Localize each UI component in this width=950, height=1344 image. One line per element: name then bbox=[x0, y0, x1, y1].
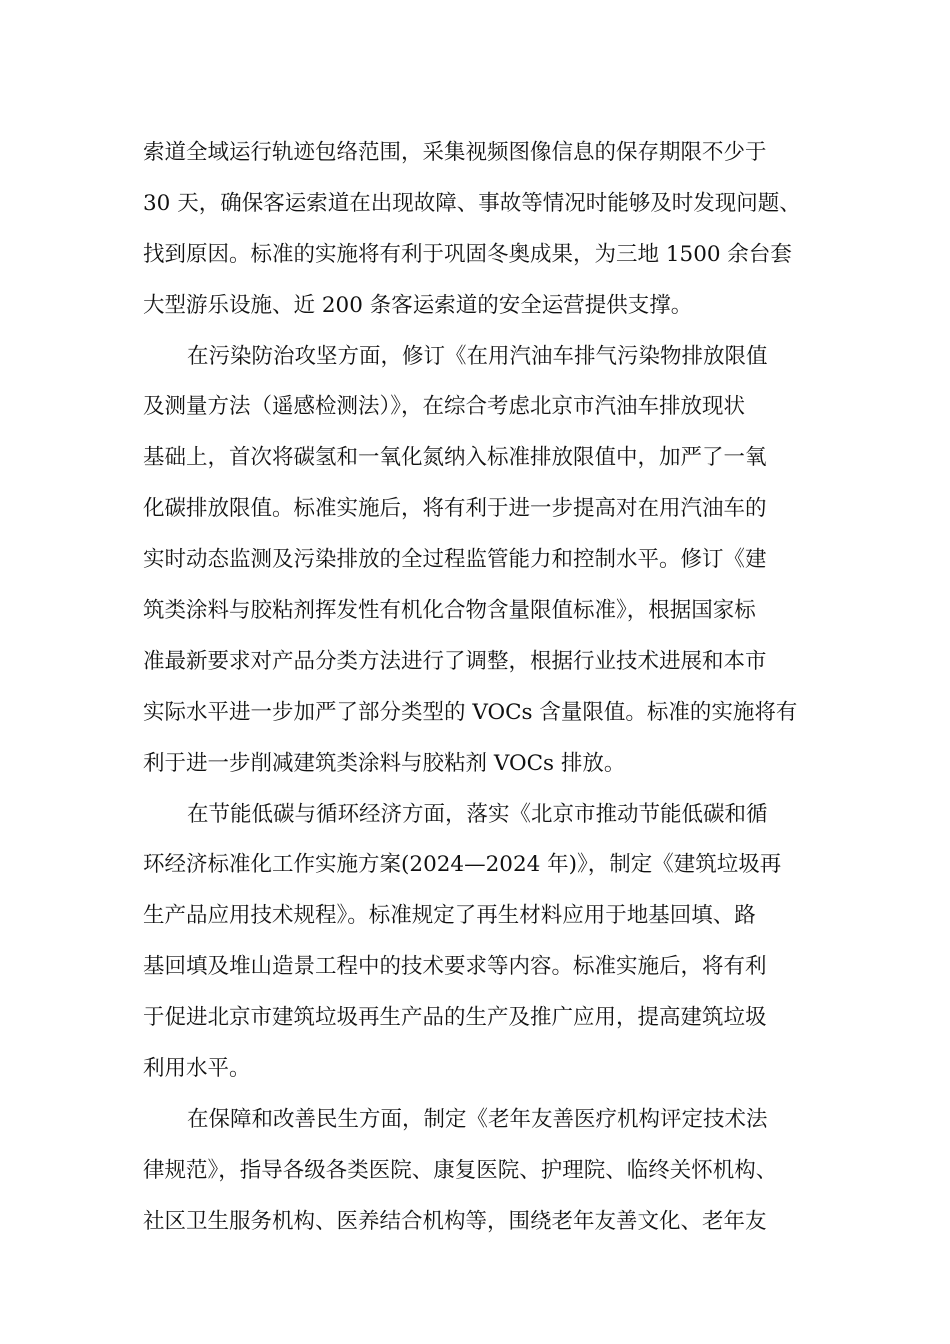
paragraph-line: 环经济标准化工作实施方案(2024—2024 年)》，制定《建筑垃圾再 bbox=[143, 852, 782, 878]
paragraph-line: 律规范》，指导各级各类医院、康复医院、护理院、临终关怀机构、 bbox=[143, 1157, 778, 1183]
paragraph-line: 准最新要求对产品分类方法进行了调整，根据行业技术进展和本市 bbox=[143, 648, 767, 674]
paragraph-line: 社区卫生服务机构、医养结合机构等，围绕老年友善文化、老年友 bbox=[143, 1208, 767, 1234]
paragraph-line: 基础上，首次将碳氢和一氧化氮纳入标准排放限值中，加严了一氧 bbox=[143, 445, 767, 471]
paragraph-line: 实时动态监测及污染排放的全过程监管能力和控制水平。修订《建 bbox=[143, 547, 767, 573]
document-body bbox=[143, 128, 813, 1248]
paragraph-line: 于促进北京市建筑垃圾再生产品的生产及推广应用，提高建筑垃圾 bbox=[143, 1005, 767, 1031]
paragraph-line: 及测量方法（遥感检测法）》，在综合考虑北京市汽油车排放现状 bbox=[143, 394, 746, 420]
paragraph-line: 30 天，确保客运索道在出现故障、事故等情况时能够及时发现问题、 bbox=[143, 190, 801, 216]
paragraph-line: 筑类涂料与胶粘剂挥发性有机化合物含量限值标准》，根据国家标 bbox=[143, 598, 756, 624]
paragraph-line: 化碳排放限值。标准实施后，将有利于进一步提高对在用汽油车的 bbox=[143, 496, 767, 522]
paragraph-line: 基回填及堆山造景工程中的技术要求等内容。标准实施后，将有利 bbox=[143, 954, 767, 980]
paragraph-line: 利用水平。 bbox=[143, 1056, 251, 1082]
paragraph-line: 找到原因。标准的实施将有利于巩固冬奥成果，为三地 1500 余台套 bbox=[143, 241, 792, 267]
paragraph-first-line: 在节能低碳与循环经济方面，落实《北京市推动节能低碳和循 bbox=[187, 801, 768, 827]
paragraph-line: 利于进一步削减建筑类涂料与胶粘剂 VOCs 排放。 bbox=[143, 750, 626, 776]
paragraph-first-line: 在保障和改善民生方面，制定《老年友善医疗机构评定技术法 bbox=[187, 1106, 768, 1132]
paragraph-line: 生产品应用技术规程》。标准规定了再生材料应用于地基回填、路 bbox=[143, 903, 756, 929]
paragraph-line: 实际水平进一步加严了部分类型的 VOCs 含量限值。标准的实施将有 bbox=[143, 699, 798, 725]
paragraph-line: 大型游乐设施、近 200 条客运索道的安全运营提供支撑。 bbox=[143, 292, 693, 318]
paragraph-line: 索道全域运行轨迹包络范围，采集视频图像信息的保存期限不少于 bbox=[143, 140, 767, 165]
paragraph-first-line: 在污染防治攻坚方面，修订《在用汽油车排气污染物排放限值 bbox=[187, 343, 768, 369]
